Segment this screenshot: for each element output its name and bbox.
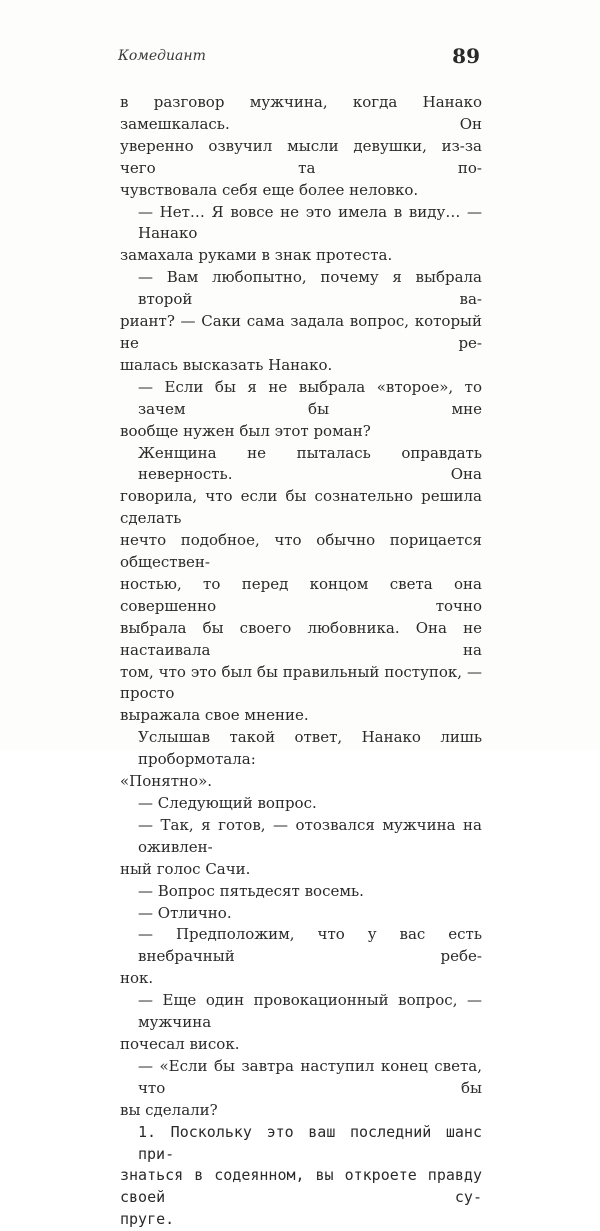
running-title: Комедиант (118, 48, 206, 64)
text-line: знаться в содеянном, вы откроете правду своей су- (120, 1166, 482, 1207)
text-line: — Нет… Я вовсе не это имела в виду… — Нанако (138, 202, 482, 243)
text-line: чувствовала себя еще более неловко. (120, 180, 419, 199)
body-text (120, 92, 482, 1231)
text-line: Женщина не пыталась оправдать неверность. Она (138, 443, 482, 484)
text-line: — Отлично. (138, 903, 232, 922)
text-line: — Еще один провокационный вопрос, — мужчина (138, 991, 482, 1032)
text-line: шалась высказать Нанако. (120, 355, 333, 374)
text-line: в разговор мужчина, когда Нанако замешкалась. Он (120, 93, 482, 133)
text-line: Услышав такой ответ, Нанако лишь пробормотала: (138, 728, 482, 769)
text-line: нок. (120, 969, 154, 988)
text-line: замахала руками в знак протеста. (120, 246, 393, 265)
text-line: — «Если бы завтра наступил конец света, что бы (138, 1056, 482, 1097)
text-line: вообще нужен был этот роман? (120, 421, 371, 440)
text-line: — Если бы я не выбрала «второе», то зачем бы мне (138, 377, 482, 418)
text-line: говорила, что если бы сознательно решила сделать (120, 487, 482, 528)
text-line: пруге. (120, 1210, 175, 1229)
text-line: выбрала бы своего любовника. Она не настаивала на (120, 618, 482, 659)
text-line: ный голос Сачи. (120, 859, 251, 878)
text-line: том, что это был бы правильный поступок, — просто (120, 662, 482, 703)
text-line: — Предположим, что у вас есть внебрачный ребе- (138, 925, 482, 966)
text-line: вы сделали? (120, 1100, 218, 1119)
text-line: выражала свое мнение. (120, 706, 309, 725)
text-line: уверенно озвучил мысли девушки, из-за чего та по- (120, 136, 482, 177)
text-line: — Вам любопытно, почему я выбрала второй ва- (138, 268, 482, 309)
text-line: ностью, то перед концом света она совершенно точно (120, 574, 482, 615)
page-number: 89 (452, 44, 480, 68)
text-line: — Так, я готов, — отозвался мужчина на оживлен- (138, 815, 482, 856)
text-line: риант? — Саки сама задала вопрос, который не ре- (120, 312, 482, 352)
text-line: почесал висок. (120, 1034, 240, 1053)
text-line: «Понятно». (120, 772, 213, 791)
text-line: нечто подобное, что обычно порицается обществен- (120, 531, 482, 572)
text-line: 1. Поскольку это ваш последний шанс при- (138, 1122, 482, 1163)
text-line: — Следующий вопрос. (138, 794, 317, 812)
text-line: — Вопрос пятьдесят восемь. (138, 881, 364, 900)
